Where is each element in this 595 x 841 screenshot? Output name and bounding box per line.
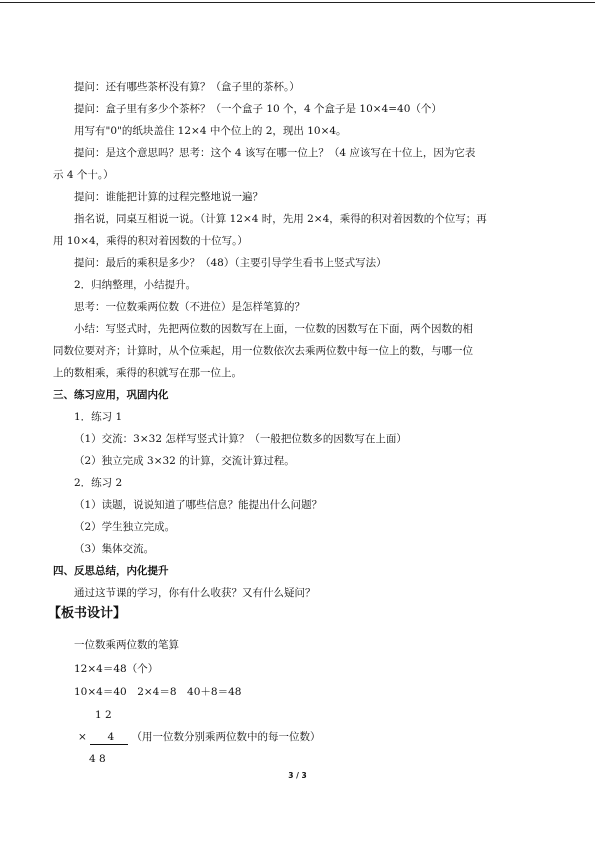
paragraph-line: 小结：写竖式时，先把两位数的因数写在上面，一位数的因数写在下面，两个因数的相 [74,323,473,335]
paragraph-line: 同数位要对齐；计算时，从个位乘起，用一位数依次去乘两位数中每一位上的数，与哪一位 [53,345,473,357]
board-design-heading: 【板书设计】 [48,606,127,621]
section-heading: 四、反思总结，内化提升 [53,565,169,577]
vertical-multiplier-row [78,730,321,745]
paragraph-line: 1．练习 1 [74,411,123,423]
paragraph-line: （2）学生独立完成。 [74,521,176,533]
board-equation: 12×4＝48（个） [74,663,159,675]
section-heading: 三、练习应用，巩固内化 [53,389,169,401]
vertical-product: 4 8 [89,753,106,765]
vertical-multiplier: 4 [90,730,128,745]
paragraph-line: （2）独立完成 3×32 的计算，交流计算过程。 [74,455,295,467]
paragraph-line: 2．练习 2 [74,477,123,489]
paragraph-line: 示 4 个十。） [53,169,114,181]
paragraph-line: 用写有"0"的纸块盖住 12×4 中个位上的 2，现出 10×4。 [74,125,347,137]
paragraph-line: 提问：还有哪些茶杯没有算？（盒子里的茶杯。） [74,81,300,93]
multiply-sign: × [78,731,87,743]
page-number: 3 / 3 [288,771,307,780]
board-equation: 10×4＝40 2×4＝8 40＋8＝48 [74,686,242,698]
paragraph-line: 2．归纳整理，小结提升。 [74,279,197,291]
paragraph-line: （3）集体交流。 [74,543,155,555]
paragraph-line: 用 10×4，乘得的积对着因数的十位写。） [53,235,248,247]
paragraph-line: （1）读题，说说知道了哪些信息？能提出什么问题？ [74,499,323,511]
paragraph-line: 通过这节课的学习，你有什么收获？又有什么疑问？ [74,587,316,599]
paragraph-line: 提问：是这个意思吗？思考：这个 4 该写在哪一位上？（4 应该写在十位上，因为它表 [74,147,476,159]
vertical-note: （用一位数分别乘两位数中的每一位数） [131,731,321,743]
vertical-multiplicand: 1 2 [95,709,112,721]
paragraph-line: 上的数相乘，乘得的积就写在那一位上。 [53,367,242,379]
board-title: 一位数乘两位数的笔算 [74,639,179,651]
paragraph-line: 指名说，同桌互相说一说。（计算 12×4 时，先用 2×4，乘得的积对着因数的个位写；再 [74,213,487,225]
paragraph-line: 提问：最后的乘积是多少？（48）（主要引导学生看书上竖式写法） [74,257,387,269]
paragraph-line: 提问：谁能把计算的过程完整地说一遍？ [74,191,263,203]
paragraph-line: （1）交流：3×32 怎样写竖式计算？（一般把位数多的因数写在上面） [74,433,407,445]
paragraph-line: 提问：盒子里有多少个茶杯？（一个盒子 10 个，4 个盒子是 10×4=40（个） [74,103,442,115]
paragraph-line: 思考：一位数乘两位数（不进位）是怎样笔算的？ [74,301,305,313]
